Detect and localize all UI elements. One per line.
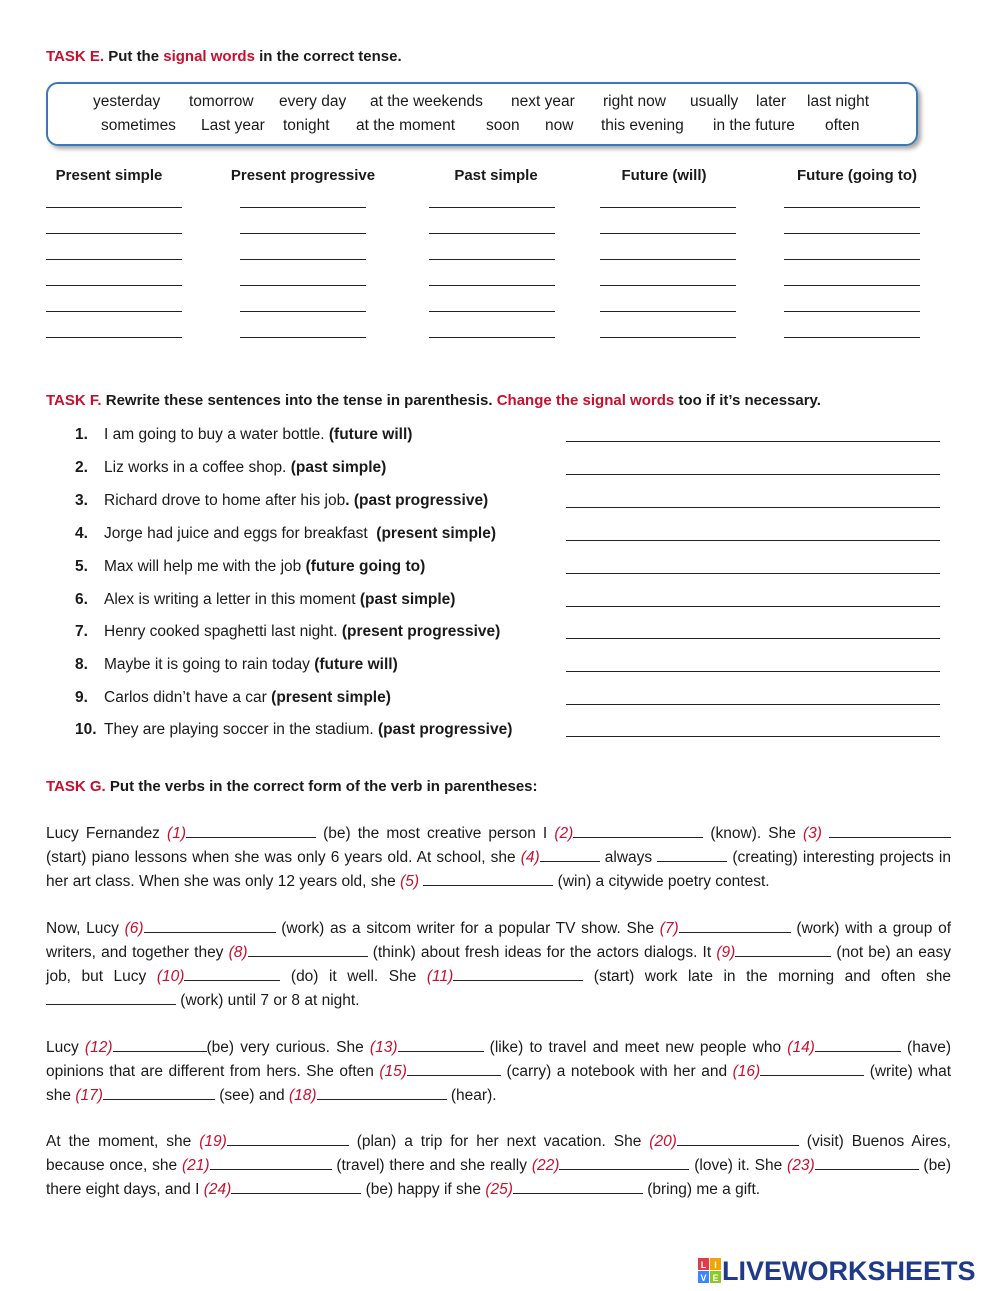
table-answer-line[interactable]	[46, 207, 182, 208]
gap-number: (17)	[75, 1087, 103, 1104]
answer-line[interactable]	[566, 573, 940, 574]
story-text: (be) very curious. She	[206, 1039, 370, 1056]
sentence-tense: (present progressive)	[341, 623, 501, 640]
task-f-highlight: Change the signal words	[496, 392, 675, 409]
task-e-label: TASK E.	[46, 48, 105, 65]
sentence-text: They are playing soccer in the stadium.	[104, 721, 374, 738]
svg-text:I: I	[714, 1260, 717, 1270]
table-answer-line[interactable]	[46, 285, 182, 286]
task-g-instruction: Put the verbs in the correct form of the verb in parentheses:	[109, 778, 538, 795]
story-text: (bring) me a gift.	[642, 1181, 761, 1198]
gap-number: (6)	[124, 920, 144, 937]
task-f-pre: Rewrite these sentences into the tense in parenthesis.	[105, 392, 493, 409]
table-answer-line[interactable]	[429, 207, 555, 208]
answer-line[interactable]	[566, 507, 940, 508]
task-f-post: too if it’s necessary.	[678, 392, 821, 409]
answer-line[interactable]	[566, 736, 940, 737]
sentence-text: Max will help me with the job	[104, 558, 302, 575]
sentence-item	[75, 459, 386, 477]
gap-number: (14)	[787, 1039, 815, 1056]
story-text: Lucy Fernandez	[46, 825, 168, 842]
gap-number: (5)	[400, 873, 420, 890]
table-answer-line[interactable]	[600, 337, 736, 338]
gap-number: (24)	[203, 1181, 232, 1198]
signal-word: Last year	[201, 117, 265, 134]
gap-blank[interactable]	[46, 990, 176, 1005]
task-e-highlight: signal words	[163, 48, 255, 65]
sentence-text: Alex is writing a letter in this moment	[104, 591, 356, 608]
task-g-title	[46, 778, 538, 795]
sentence-text: Henry cooked spaghetti last night.	[104, 623, 338, 640]
answer-line[interactable]	[566, 638, 940, 639]
gap-blank[interactable]	[815, 1037, 901, 1052]
gap-blank[interactable]	[103, 1085, 215, 1100]
gap-number: (22)	[531, 1157, 560, 1174]
story-paragraph-4	[46, 1130, 951, 1202]
gap-blank[interactable]	[815, 1155, 919, 1170]
sentence-number: 2.	[75, 459, 88, 476]
table-answer-line[interactable]	[429, 337, 555, 338]
gap-number: (4)	[520, 849, 540, 866]
gap-number: (15)	[379, 1063, 407, 1080]
story-text: (not be) an easy job, but Lucy	[46, 944, 951, 985]
gap-blank[interactable]	[453, 966, 583, 981]
gap-number: (11)	[426, 968, 454, 985]
liveworksheets-logo	[698, 1256, 976, 1286]
story-text: (like) to travel and meet new people who	[483, 1039, 788, 1056]
story-text: (work) until 7 or 8 at night.	[176, 992, 360, 1009]
signal-word: tonight	[283, 117, 330, 134]
story-text: (plan) a trip for her next vacation. She	[348, 1133, 650, 1150]
signal-word: at the moment	[356, 117, 456, 134]
story-text: (be) happy if she	[361, 1181, 486, 1198]
answer-line[interactable]	[566, 606, 940, 607]
gap-blank[interactable]	[113, 1037, 207, 1052]
story-text: (work) with a group of writers, and together they	[46, 920, 951, 961]
gap-blank[interactable]	[407, 1061, 501, 1076]
gap-blank[interactable]	[398, 1037, 484, 1052]
gap-blank[interactable]	[679, 918, 791, 933]
table-answer-line[interactable]	[429, 259, 555, 260]
table-answer-line[interactable]	[429, 285, 555, 286]
sentence-number: 5.	[75, 558, 88, 575]
story-text: always	[599, 849, 658, 866]
sentence-number: 8.	[75, 656, 88, 673]
table-answer-line[interactable]	[240, 233, 366, 234]
story-text: (visit) Buenos Aires, because once, she	[46, 1133, 951, 1174]
answer-line[interactable]	[566, 704, 940, 705]
sentence-number: 3.	[75, 492, 88, 509]
sentence-tense: (future will)	[314, 656, 398, 673]
table-answer-line[interactable]	[600, 259, 736, 260]
gap-blank[interactable]	[317, 1085, 447, 1100]
signal-word: at the weekends	[370, 93, 483, 110]
answer-line[interactable]	[566, 441, 940, 442]
story-text: (hear).	[446, 1087, 497, 1104]
table-answer-line[interactable]	[240, 207, 366, 208]
gap-blank[interactable]	[513, 1179, 643, 1194]
gap-blank[interactable]	[540, 847, 600, 862]
gap-blank[interactable]	[423, 871, 553, 886]
story-paragraph-1	[46, 822, 951, 894]
sentence-number: 9.	[75, 689, 88, 706]
col-header-future-will: Future (will)	[621, 167, 707, 184]
sentence-text: I am going to buy a water bottle.	[104, 426, 325, 443]
col-header-present-progressive: Present progressive	[230, 167, 376, 184]
story-text: (be) there eight days, and I	[46, 1157, 951, 1198]
sentence-tense: (present simple)	[376, 525, 497, 542]
gap-blank[interactable]	[248, 942, 368, 957]
signal-word: last night	[807, 93, 870, 110]
gap-blank[interactable]	[760, 1061, 864, 1076]
sentence-number: 4.	[75, 525, 88, 542]
table-answer-line[interactable]	[784, 233, 920, 234]
story-text: (start) piano lessons when she was only 6 years old. At school, she	[46, 849, 521, 866]
sentence-number: 10.	[75, 721, 97, 738]
signal-word: right now	[603, 93, 666, 110]
liveworksheets-logo-text: LIVEWORKSHEETS	[722, 1255, 976, 1286]
table-answer-line[interactable]	[784, 337, 920, 338]
task-f-title	[46, 392, 821, 409]
gap-blank[interactable]	[559, 1155, 689, 1170]
table-answer-line[interactable]	[240, 311, 366, 312]
table-answer-line[interactable]	[600, 285, 736, 286]
table-answer-line[interactable]	[429, 311, 555, 312]
svg-text:L: L	[700, 1260, 707, 1270]
table-answer-line[interactable]	[600, 233, 736, 234]
task-e-title	[46, 48, 402, 65]
story-text: (see) and	[214, 1087, 289, 1104]
answer-line[interactable]	[566, 540, 940, 541]
gap-number: (23)	[787, 1157, 815, 1174]
signal-word: often	[825, 117, 860, 134]
table-answer-line[interactable]	[600, 207, 736, 208]
gap-number: (13)	[369, 1039, 398, 1056]
table-answer-line[interactable]	[240, 337, 366, 338]
col-header-present-simple: Present simple	[55, 167, 163, 184]
sentence-item	[75, 525, 496, 543]
task-e-post: in the correct tense.	[259, 48, 402, 65]
story-text: (carry) a notebook with her and	[500, 1063, 733, 1080]
gap-number: (20)	[649, 1133, 677, 1150]
table-answer-line[interactable]	[784, 285, 920, 286]
story-text: (do) it well. She	[280, 968, 427, 985]
gap-number: (19)	[199, 1133, 227, 1150]
sentence-text: Maybe it is going to rain today	[104, 656, 310, 673]
gap-number: (10)	[156, 968, 185, 985]
story-text: (write) what she	[46, 1063, 951, 1104]
gap-blank[interactable]	[829, 823, 951, 838]
svg-text:E: E	[712, 1273, 719, 1283]
sentence-item	[75, 721, 512, 739]
gap-blank[interactable]	[657, 847, 727, 862]
sentence-tense: (future going to)	[305, 558, 426, 575]
liveworksheets-logo-icon	[698, 1258, 722, 1284]
gap-number: (25)	[485, 1181, 513, 1198]
gap-number: (7)	[659, 920, 679, 937]
sentence-tense: (past progressive)	[377, 721, 513, 738]
sentence-item	[75, 426, 412, 444]
signal-word: this evening	[601, 117, 684, 134]
table-answer-line[interactable]	[429, 233, 555, 234]
gap-blank[interactable]	[573, 823, 703, 838]
gap-number: (16)	[732, 1063, 761, 1080]
gap-blank[interactable]	[231, 1179, 361, 1194]
sentence-tense: (past simple)	[359, 591, 456, 608]
sentence-item	[75, 689, 391, 707]
gap-number: (12)	[84, 1039, 113, 1056]
gap-number: (8)	[228, 944, 248, 961]
story-paragraph-2	[46, 917, 951, 1013]
sentence-text: Richard drove to home after his job	[104, 492, 346, 509]
sentence-item	[75, 558, 425, 576]
story-text: (work) as a sitcom writer for a popular TV show. She	[275, 920, 660, 937]
story-paragraph-3	[46, 1036, 951, 1108]
sentence-tense: . (past progressive)	[345, 492, 489, 509]
table-answer-line[interactable]	[784, 259, 920, 260]
story-text: (know). She	[703, 825, 803, 842]
table-answer-line[interactable]	[784, 207, 920, 208]
gap-number: (2)	[554, 825, 574, 842]
sentence-text: Liz works in a coffee shop.	[104, 459, 287, 476]
table-answer-line[interactable]	[784, 311, 920, 312]
table-answer-line[interactable]	[46, 337, 182, 338]
story-text: (think) about fresh ideas for the actors dialogs. It	[367, 944, 717, 961]
signal-word: tomorrow	[189, 93, 254, 110]
signal-word: soon	[486, 117, 520, 134]
story-text: (have) opinions that are different from hers. She often	[46, 1039, 951, 1080]
signal-word: next year	[511, 93, 575, 110]
gap-blank[interactable]	[677, 1131, 799, 1146]
signal-word-box	[46, 82, 918, 146]
story-text: Now, Lucy	[46, 920, 125, 937]
sentence-text: Carlos didn’t have a car	[104, 689, 267, 706]
story-text: (creating) interesting projects in her art class. When she was only 12 years old, she	[46, 849, 951, 890]
gap-blank[interactable]	[735, 942, 831, 957]
gap-blank[interactable]	[210, 1155, 332, 1170]
table-answer-line[interactable]	[600, 311, 736, 312]
task-e-pre: Put the	[108, 48, 160, 65]
sentence-number: 1.	[75, 426, 88, 443]
story-text: Lucy	[46, 1039, 85, 1056]
gap-number: (21)	[181, 1157, 210, 1174]
sentence-number: 7.	[75, 623, 88, 640]
signal-word: sometimes	[101, 117, 176, 134]
sentence-tense: (future will)	[328, 426, 413, 443]
gap-blank[interactable]	[144, 918, 276, 933]
table-answer-line[interactable]	[46, 233, 182, 234]
sentence-tense: (past simple)	[290, 459, 387, 476]
gap-number: (1)	[167, 825, 186, 842]
task-g-label: TASK G.	[46, 778, 106, 795]
gap-blank[interactable]	[227, 1131, 349, 1146]
gap-number: (18)	[289, 1087, 317, 1104]
story-text: At the moment, she	[46, 1133, 200, 1150]
col-header-past-simple: Past simple	[454, 167, 538, 184]
sentence-item	[75, 623, 500, 641]
sentence-item	[75, 492, 488, 510]
signal-word: later	[756, 93, 787, 110]
col-header-future-going-to: Future (going to)	[797, 167, 917, 184]
signal-word: in the future	[713, 117, 795, 134]
signal-word: yesterday	[93, 93, 161, 110]
signal-word: usually	[690, 93, 739, 110]
story-text: (be) the most creative person I	[315, 825, 555, 842]
sentence-item	[75, 591, 455, 609]
story-text: (start) work late in the morning and often she	[583, 968, 951, 985]
table-answer-line[interactable]	[46, 259, 182, 260]
task-f-label: TASK F.	[46, 392, 102, 409]
signal-word: now	[545, 117, 574, 134]
signal-word: every day	[279, 93, 347, 110]
table-answer-line[interactable]	[240, 259, 366, 260]
sentence-text: Jorge had juice and eggs for breakfast	[104, 525, 372, 542]
gap-number: (3)	[802, 825, 822, 842]
story-text: (travel) there and she really	[331, 1157, 532, 1174]
story-text: (win) a citywide poetry contest.	[553, 873, 770, 890]
sentence-item	[75, 656, 398, 674]
table-answer-line[interactable]	[240, 285, 366, 286]
answer-line[interactable]	[566, 671, 940, 672]
sentence-number: 6.	[75, 591, 88, 608]
answer-line[interactable]	[566, 474, 940, 475]
svg-text:V: V	[700, 1273, 707, 1283]
table-answer-line[interactable]	[46, 311, 182, 312]
gap-number: (9)	[716, 944, 736, 961]
gap-blank[interactable]	[184, 966, 280, 981]
gap-blank[interactable]	[186, 823, 316, 838]
sentence-tense: (present simple)	[271, 689, 391, 706]
story-text: (love) it. She	[689, 1157, 788, 1174]
